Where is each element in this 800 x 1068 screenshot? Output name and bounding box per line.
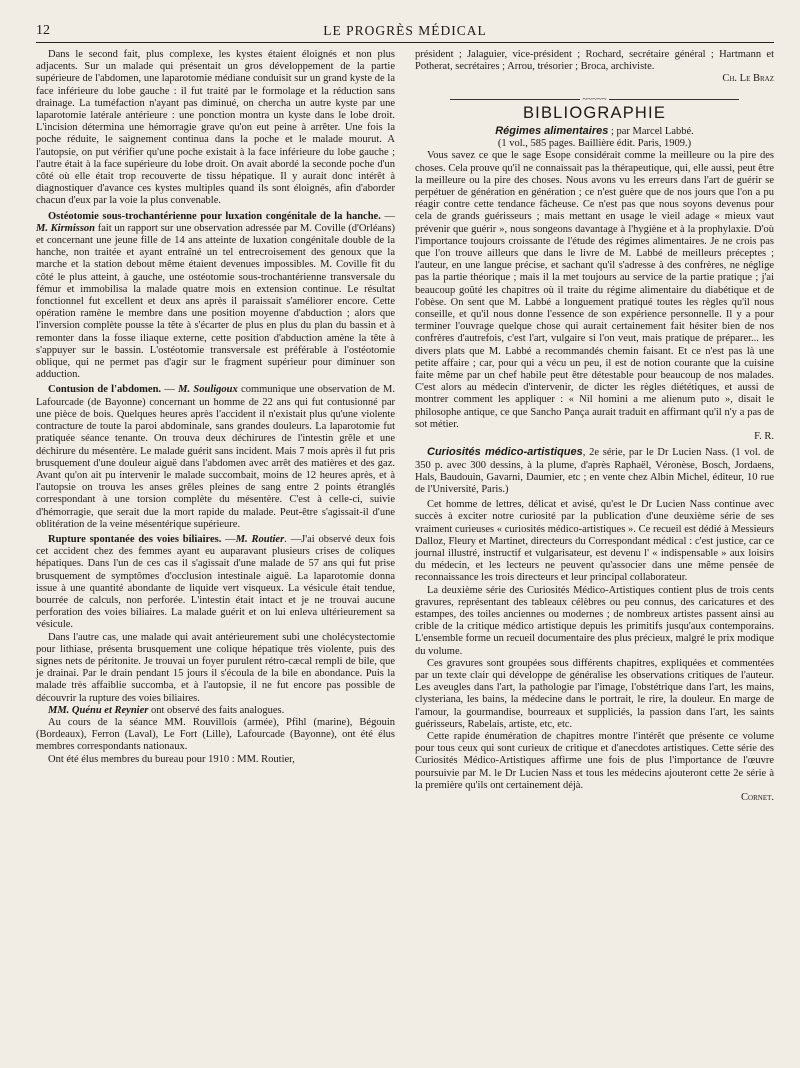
left-column — [36, 49, 395, 804]
author-souligoux: M. Souligoux — [178, 384, 238, 396]
signature-le-braz: Ch. Le Braz — [722, 73, 774, 85]
signature-cornet: Cornet. — [741, 791, 774, 803]
book2-title: Curiosités médico-artistiques — [427, 446, 583, 459]
book1-details: (1 vol., 585 pages. Baillière édit. Paris, 1909.) — [497, 138, 692, 150]
author-routier: M. Routier — [235, 533, 285, 545]
book1-author: ; par Marcel Labbé. — [610, 126, 694, 138]
paragraph-rupture: Rupture spontanée des voies biliaires. —M. Routier. —J'ai observé deux fois cet accident chez des femmes ayant eu auparavant plusieurs crises de coliques hépatiques. Dans l'un de ces cas il s'agissait d'une malade de 57 ans qui fut prise brusquement de symptômes d'occlusion intestinale aiguë. La laparotomie donna issue à une quantité abondante de liquide vert visqueux. La vésicule était tendue, bourrée de calculs, non perforée. L'intestin était intact et je ne trouvai aucune perforation des voies biliaires. La malade guérit et on lui enleva ultérieurement sa vésicule. — [36, 533, 396, 631]
section-heading-bibliographie: BIBLIOGRAPHIE — [522, 103, 667, 122]
text-rupture: J'ai observé deux fois cet accident chez des femmes ayant eu auparavant plusieurs crises de coliques hépatiques. Dans l'un de ces cas il s'agissait d'une malade de 57 ans qui fut prise brusquement de symptômes d'occlusion intestinale aiguë. La laparotomie donna issue à une quantité abondante de liquide vert visqueux. La vésicule était tendue, bourrée de calculs, non perforée. L'intestin était intact et je ne trouvai aucune perforation des voies biliaires. La malade guérit et on lui enleva ultérieurement sa vésicule. — [36, 533, 396, 631]
paragraph-contusion: Contusion de l'abdomen. — M. Souligoux communique une observation de M. Lafourcade (de Bayonne) concernant un homme de 22 ans qui fut contusionné par une pièce de bois. Quelques heures après l'accident il n'existait plus qu'une violente contracture de toute la paroi abdominale, sans grandes douleurs. La laparotomie fut pratiquée séance tenante. On trouva deux déchirures de l'intestin grêle et une déchirure du mésentère. Le malade guérit sans incident. Mais 7 mois après il fut pris brusquement d'une douleur aiguë dans l'abdomen avec arrêt des matières et des gaz. Avant qu'on ait pu intervenir le malade succombait, moins de 12 heures après, et à l'autopsie on trouva les anses grêles pleines de sang entre 2 points étranglés correspondant à une torsion complète du mésentère. C'est à celle-ci, suivie d'hémorragie, que serait due la mort rapide du malade. Peut-être s'agissait-il d'une oblitération de la veine mésentérique supérieure. — [36, 384, 396, 530]
right-column — [415, 49, 774, 804]
book1-heading — [415, 125, 774, 138]
paragraph-queno — [36, 705, 395, 717]
author-kirmisson: M. Kirmisson — [36, 222, 96, 234]
review-regimes: Vous savez ce que le sage Esope considérait comme la meilleure ou la pire des choses. Cela prouve qu'il ne connaissait pas la thérapeutique, qui, elle aussi, peut être la meilleure ou la pire des choses. Nous avons vu les erreurs dans l'art de guérir se perpétuer de génération en génération ; ce n'est guère que de nos jours que l'on a pu réagir contre cette tendance fâcheuse. Ce n'est pas que nous soyons devenus pour cela de grands guérisseurs ; mais mettant en usage le vieil adage « mieux vaut prévenir que guérir », nous songeons davantage à l'hygiène et à la prophylaxie. D'où l'importance toujours croissante de l'étude des régimes alimentaires. Je ne crois pas que l'on trouve ailleurs que dans le livre de M. Labbé de meilleurs préceptes ; l'auteur, en une langue précise, et sachant qu'il s'adresse à des confrères, ne néglige pas la partie théorique ; mais il la met toujours au service de la partie pratique ; j'ai beaucoup goûté les chapitres où il traite du régime alimentaire du diabétique et de l'obèse. On sent que M. Labbé a longuement pratiqué toutes les règles qu'il nous conseille, et qu'il nous donne l'essence de son expérience personnelle. Il y a pour terminer l'ouvrage quelque chose qui aurait certainement fait hésiter bien de nos confrères d'autrefois, c'est l'art, vulgaire si l'on veut, mais pratique de préparer... les divers plats que M. Labbé a recommandés chemin faisant. Et ce n'est pas là une petite affaire ; car, pour qui a vécu un peu, il est de notion courante que la cuisine faite même par un chef habile peut être détestable pour beaucoup de nos malades. C'est alors au médecin d'intervenir, de dicter les règles diététiques, et aussi de montrer comment les appliquer : « Nil homini a me alienum puto », disait le philosophe antique, ce que Sancho Pança aurait traduit en affirmant qu'il n'y a pas de sot métier. — [415, 150, 774, 430]
separator-ornament — [415, 93, 774, 105]
book2-heading — [415, 446, 774, 496]
book2-details: , 2e série, par le Dr Lucien Nass. (1 vol. de 350 p. avec 300 dessins, à la plume, d'après Raphaël, Véronèse, Bosch, Jordaens, Hals, Baudouin, Gavarni, Daumier, etc ; en vente chez Albin Michel, éditeur, 10 rue de l'Université, Paris.) — [415, 447, 775, 495]
authors-queno-reynier: MM. Quénu et Reynier — [48, 704, 149, 716]
journal-title: LE PROGRÈS MÉDICAL — [323, 23, 487, 38]
paragraph-osteotomie: Ostéotomie sous-trochantérienne pour luxation congénitale de la hanche. — M. Kirmisson fait un rapport sur une observation adressée par M. Coville (d'Orléans) et concernant une jeune fille de 14 ans atteinte de luxation congénitale double de la hanche, non traitée et ayant entraîné un tel entrecroisement des genoux que la marche et la station debout même étaient devenues impossibles. M. Coville fit du côté le plus atteint, à gauche, une ostéotomie sous-trochantérienne transversale du fémur et immobilisa la malade quatre mois en extension continue. Le résultat fonctionnel fut excellent et deux ans après il paraissait s'améliorer encore. Cette opération ramène le membre dans une position moyenne d'abduction ; alors que l'inversion complète pousse la tête à s'écarter de plus en plus du plan du bassin et à remonter dans la fosse iliaque externe, cette position d'abduction amène la tête à s'appuyer sur le bassin. L'ostéotomie transversale est préférable à l'ostéotomie oblique, qui ne permet pas d'agir sur le fragment supérieur pour diminuer son adduction. — [36, 210, 395, 381]
paragraph-kystes: Dans le second fait, plus complexe, les kystes étaient éloignés et non plus adjacents. Sur un malade qui présentait un gros développement de la partie supérieure de l'abdomen, une laparotomie médiane conduisit sur un grand kyste de la face inférieure du lobe gauche : il fut traité par le formolage et la réduction sans drainage. La tuméfaction n'ayant pas diminué, on chercha un autre kyste par une laparotomie latérale antérieure : une ponction montra un kyste dans le lobe droit. L'incision détermina une hémorragie grave qu'on eut peine à arrêter. Une fois la poche réduite, le saignement continua dans la poche et le malade mourut. A l'autopsie, on put vérifier qu'une poche existait à la face inférieure du lobe gauche ; l'autre était à la face supérieure du lobe droit. On avait abordé la seconde poche d'un côté où elle était trop recouverte de tissu hépatique. Il y aurait donc intérêt à diagnostiquer d'avance ces kystes multiples quand ils sont éloignés, afin d'aborder chacun d'eux par la voie la plus convenable. — [36, 49, 395, 207]
page-header — [36, 18, 774, 43]
paragraph-continuation: président ; Jalaguier, vice-président ; Rochard, secrétaire général ; Hartmann et Potherat, secrétaires ; Arrou, trésorier ; Broca, archiviste. — [415, 49, 774, 73]
separator-rule-left — [450, 99, 580, 100]
section-title-osteotomie: Ostéotomie sous-trochantérienne pour luxation congénitale de la hanche. — [48, 210, 381, 222]
signature-fr: F. R. — [754, 431, 774, 443]
ornament-flourish: ~~~~~ — [582, 93, 607, 104]
paragraph-rupture-2: Dans l'autre cas, une malade qui avait antérieurement subi une cholécystectomie pour lithiase, présenta brusquement une colique hépatique très violente, puis des signes nets de péritonite. Je trouvai un foyer purulent rétro-cæcal rempli de bile, que je drainai. Par le drain pendant 15 jours il s'écoula de la bile en abondance. Puis la malade très affaiblie succomba, et à l'autopsie, il ne fut encore pas possible de découvrir la rupture des voies biliaires. — [36, 631, 395, 704]
review-curiosites-1: Cet homme de lettres, délicat et avisé, qu'est le Dr Lucien Nass continue avec succès à exciter notre curiosité par la publication d'une deuxième série de ses vraiment curieuses « curiosités médico-artistiques ». Ce recueil est dédié à Messieurs Dalloz, Fleury et Martinet, directeurs du Correspondant médical : c'est justice, car ce journal illustré, instructif et vulgarisateur, est devenu l' « indispensable » aux loisirs du médecin, et les lecteurs ne peuvent qu'associer dans une même pensée de reconnaissance les trois directeurs et leur principal collaborateur. — [415, 499, 774, 584]
text-osteotomie: fait un rapport sur une observation adressée par M. Coville (d'Orléans) et concernant une jeune fille de 14 ans atteinte de luxation congénitale double de la hanche, non traitée et ayant entraîné un tel entrecroisement des genoux que la marche et la station debout même étaient devenues impossibles. M. Coville fit du côté le plus atteint, à gauche, une ostéotomie sous-trochantérienne transversale du fémur et immobilisa la malade quatre mois en extension continue. Le résultat fonctionnel fut excellent et deux ans après il paraissait s'améliorer encore. Cette opération ramène le membre dans une position moyenne d'abduction ; alors que l'inversion complète pousse la tête à s'écarter de plus en plus du plan du bassin et à remonter dans la fosse iliaque externe, cette position d'abduction amène la tête à s'appuyer sur le bassin. L'ostéotomie transversale est préférable à l'ostéotomie oblique, qui ne permet pas d'agir sur le fragment supérieur pour diminuer son adduction. — [36, 222, 395, 381]
text-contusion: communique une observation de M. Lafourcade (de Bayonne) concernant un homme de 22 ans qui fut contusionné par une pièce de bois. Quelques heures après l'accident il n'existait plus qu'une violente contracture de toute la paroi abdominale, sans grandes douleurs. La laparotomie fut pratiquée séance tenante. On trouva deux déchirures de l'intestin grêle et une déchirure du mésentère. Le malade guérit sans incident. Mais 7 mois après il fut pris brusquement d'une douleur aiguë dans l'abdomen avec arrêt des matières et des gaz. Avant qu'on ait pu intervenir le malade succombait, moins de 12 heures après, et à l'autopsie on trouva les anses grêles pleines de sang entre 2 points étranglés correspondant à une torsion complète du mésentère. C'est à celle-ci, suivie d'hémorragie, que serait due la mort rapide du malade. Peut-être s'agissait-il d'une oblitération de la veine mésentérique supérieure. — [36, 384, 396, 530]
paragraph-bureau: Ont été élus membres du bureau pour 1910 : MM. Routier, — [48, 753, 295, 765]
section-title-contusion: Contusion de l'abdomen. — [48, 384, 162, 396]
text-queno: ont observé des faits analogues. — [150, 704, 285, 716]
section-title-rupture: Rupture spontanée des voies biliaires. — [48, 533, 222, 545]
review-curiosites-4: Cette rapide énumération de chapitres montre l'intérêt que présente ce volume pour tous ceux qui sont curieux de critique et d'anecdotes artistiques. Cette série des Curiosités Médico-Artistiques affirme une fois de plus l'importance de l'œuvre poursuivie par M. le Dr Lucien Nass et tous les médecins ajouteront cette 2e série à la première qu'ils ont certainement déjà. — [415, 730, 774, 791]
review-curiosites-3: Ces gravures sont groupées sous différents chapitres, expliquées et commentées par un texte clair qui développe de généralise les observations critiques de l'auteur. Les aveugles dans l'art, la pathologie par l'image, l'obstétrique dans l'art, les mains, clysteriana, les bains, la médecine dans le portrait, le rire, la douleur. En marge de l'amour, la gourmandise, bourreaux et suppliciés, la passion dans l'art, les saints guérisseurs, Rabelais, artiste, etc, etc. — [415, 657, 774, 730]
book1-title: Régimes alimentaires — [495, 125, 609, 138]
review-curiosites-2: La deuxième série des Curiosités Médico-Artistiques contient plus de trois cents gravures, représentant des tableaux célèbres ou peu connus, des caricatures et des estampes, des toiles anciennes ou modernes ; de nombreux artistes passent ainsi au crible de la critique médico artistique depuis les primitifs jusqu'aux contemporains. L'ensemble forme un recueil documentaire des plus précieux, malgré le prix modique du volume. — [415, 584, 774, 657]
separator-rule-right — [609, 99, 739, 100]
text-columns — [36, 49, 774, 804]
paragraph-seance: Au cours de la séance MM. Rouvillois (armée), Pfihl (marine), Bégouin (Bordeaux), Ferron (Laval), Le Fort (Lille), Lafourcade (Bayonne), ont été élus membres correspondants nationaux. — [36, 716, 395, 753]
page-number: 12 — [36, 23, 50, 38]
